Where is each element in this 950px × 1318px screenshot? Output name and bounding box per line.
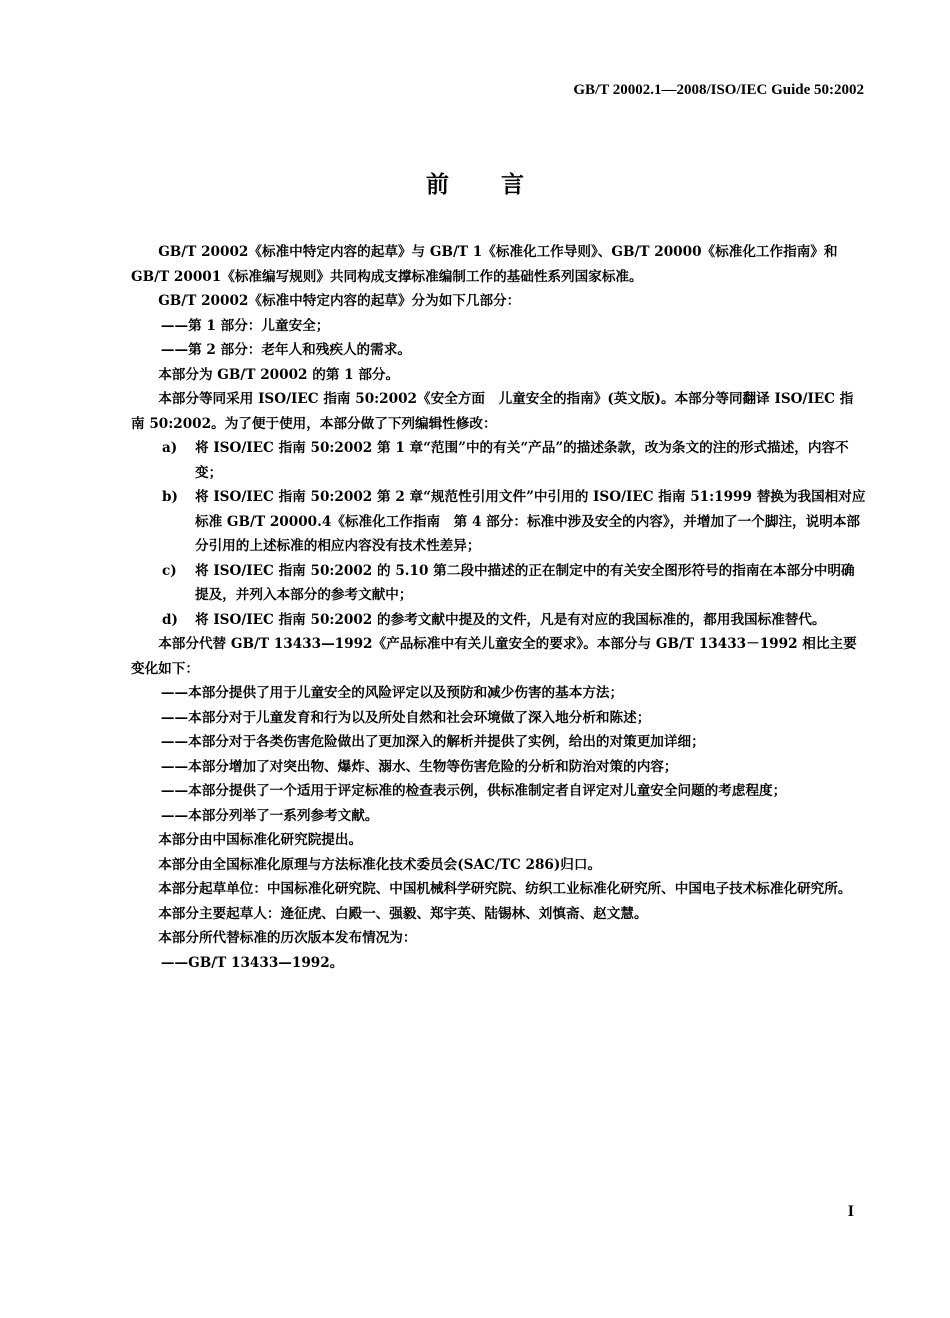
paragraph-intro: GB/T 20002《标准中特定内容的起草》与 GB/T 1《标准化工作导则》、GB/T 20000《标准化工作指南》和 GB/T 20001《标准编写规则》共同构成支撑标准编制工作的基础性系列国家标准。 [131, 244, 838, 285]
modification-item [131, 559, 866, 608]
part-list-item: ——第 1 部分：儿童安全； [160, 317, 330, 334]
item-label: c) [162, 562, 177, 579]
paragraph-drafters: 本部分主要起草人：逄征虎、白殿一、强毅、郑宇英、陆锡林、刘慎斋、赵文慧。 [158, 905, 648, 922]
page-title: 前言 [426, 172, 576, 198]
change-list-item: ——本部分对于儿童发育和行为以及所处自然和社会环境做了深入地分析和陈述； [160, 709, 651, 726]
change-list-item: ——本部分提供了一个适用于评定标准的检查表示例，供标准制定者自评定对儿童安全问题的考虑程度； [160, 783, 787, 799]
item-text: 将 ISO/IEC 指南 50:2002 的参考文献中提及的文件，凡是有对应的我国标准的，都用我国标准替代。 [195, 611, 826, 628]
history-list-item: ——GB/T 13433—1992。 [160, 954, 344, 971]
item-text: 将 ISO/IEC 指南 50:2002 第 1 章“范围”中的有关“产品”的描述条款，改为条文的注的形式描述，内容不变； [195, 440, 849, 481]
change-list-item: ——本部分列举了一系列参考文献。 [160, 807, 379, 824]
change-list-item: ——本部分增加了对突出物、爆炸、溺水、生物等伤害危险的分析和防治对策的内容； [160, 758, 678, 775]
item-label: a) [162, 440, 178, 456]
paragraph-committee: 本部分由全国标准化原理与方法标准化技术委员会(SAC/TC 286)归口。 [158, 856, 602, 873]
item-text: 将 ISO/IEC 指南 50:2002 第 2 章“规范性引用文件”中引用的 ISO/IEC 指南 51:1999 替换为我国相对应标准 GB/T 20000.4《标准化工作指南 第 4 部分：标准中涉及安全的内容》，并增加了一个脚注，说明本部分引用的上述标准的相应内容没有技术性差异； [195, 489, 866, 554]
item-text: 将 ISO/IEC 指南 50:2002 的 5.10 第二段中描述的正在制定中的有关安全图形符号的指南在本部分中明确提及，并列入本部分的参考文献中； [195, 562, 855, 603]
paragraph-parts: GB/T 20002《标准中特定内容的起草》分为如下几部分： [158, 293, 521, 309]
part-list-item: ——第 2 部分：老年人和残疾人的需求。 [160, 342, 411, 358]
modification-item [131, 436, 866, 485]
paragraph-replacement: 本部分代替 GB/T 13433—1992《产品标准中有关儿童安全的要求》。本部分与 GB/T 13433－1992 相比主要变化如下： [131, 636, 857, 677]
item-label: b) [162, 489, 178, 505]
foreword-body [131, 240, 866, 975]
standard-number-header: GB/T 20002.1—2008/ISO/IEC Guide 50:2002 [573, 82, 864, 98]
paragraph-proposer: 本部分由中国标准化研究院提出。 [158, 832, 363, 848]
change-list-item: ——本部分提供了用于儿童安全的风险评定以及预防和减少伤害的基本方法； [160, 685, 624, 701]
page-number: I [847, 1203, 854, 1220]
modification-item [131, 485, 866, 559]
paragraph-adoption: 本部分等同采用 ISO/IEC 指南 50:2002《安全方面 儿童安全的指南》(英文版)。本部分等同翻译 ISO/IEC 指南 50:2002。为了便于使用，本部分做了下列编辑性修改： [131, 391, 854, 432]
modification-item [131, 608, 866, 633]
item-label: d) [162, 611, 178, 628]
paragraph-this-part: 本部分为 GB/T 20002 的第 1 部分。 [158, 366, 400, 383]
change-list-item: ——本部分对于各类伤害危险做出了更加深入的解析并提供了实例，给出的对策更加详细； [160, 734, 705, 750]
paragraph-drafting-units: 本部分起草单位：中国标准化研究院、中国机械科学研究院、纺织工业标准化研究所、中国电子技术标准化研究所。 [158, 881, 852, 897]
paragraph-history: 本部分所代替标准的历次版本发布情况为： [158, 930, 417, 946]
